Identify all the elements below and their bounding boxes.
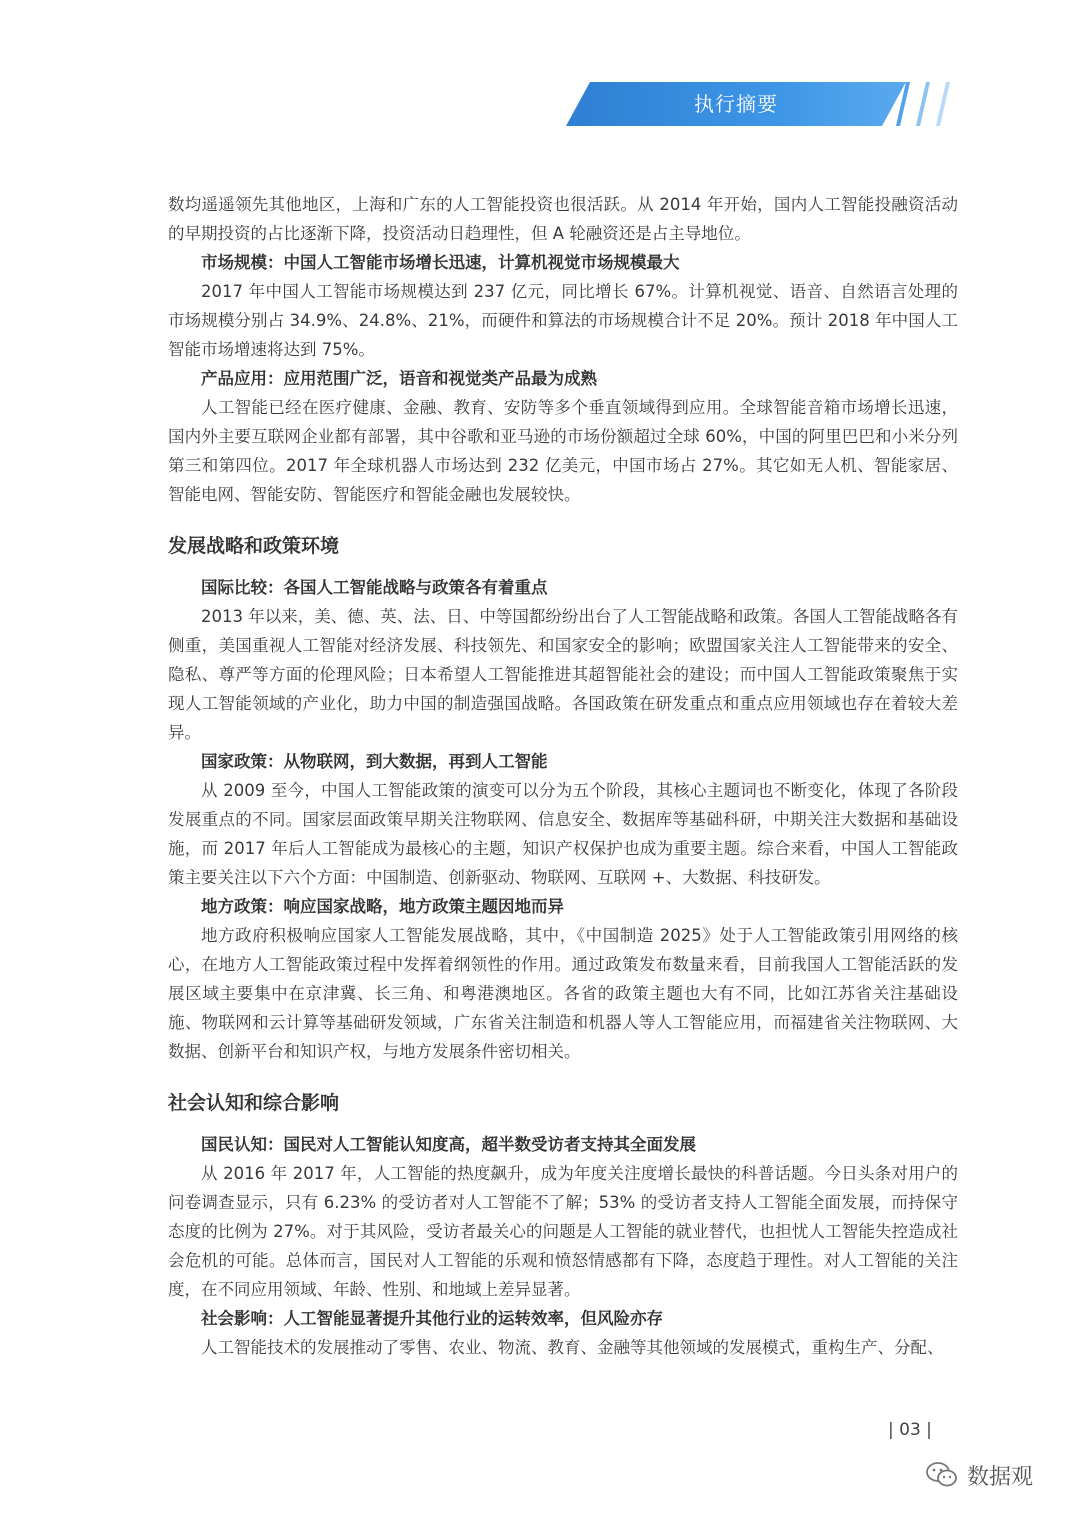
subheading: 产品应用：应用范围广泛，语音和视觉类产品最为成熟	[201, 369, 597, 388]
section-heading: 社会认知和综合影响	[168, 1092, 340, 1114]
paragraph: 2017 年中国人工智能市场规模达到 237 亿元，同比增长 67%。计算机视觉、语音、自然语言处理的市场规模分别占 34.9%、24.8%、21%，而硬件和算法的市场规模合计不足 20%。预计 2018 年中国人工智能市场增速将达到 75%。	[168, 282, 958, 359]
wechat-icon	[925, 1460, 959, 1490]
subheading: 社会影响：人工智能显著提升其他行业的运转效率，但风险亦存	[201, 1309, 663, 1328]
page-number: | 03 |	[888, 1420, 932, 1440]
page-title: 执行摘要	[694, 92, 778, 116]
paragraph: 地方政府积极响应国家人工智能发展战略，其中，《中国制造 2025》处于人工智能政策引用网络的核心，在地方人工智能政策过程中发挥着纲领性的作用。通过政策发布数量来看，目前我国人工智能活跃的发展区域主要集中在京津冀、长三角、和粤港澳地区。各省的政策主题也大有不同，比如江苏省关注基础设施、物联网和云计算等基础研发领域，广东省关注制造和机器人等人工智能应用，而福建省关注物联网、大数据、创新平台和知识产权，与地方发展条件密切相关。	[168, 926, 958, 1061]
subheading: 国家政策：从物联网，到大数据，再到人工智能	[201, 752, 548, 771]
banner-stripe	[936, 82, 950, 126]
banner-stripe	[916, 82, 930, 126]
paragraph: 2013 年以来，美、德、英、法、日、中等国都纷纷出台了人工智能战略和政策。各国人工智能战略各有侧重，美国重视人工智能对经济发展、科技领先、和国家安全的影响；欧盟国家关注人工智能带来的安全、隐私、尊严等方面的伦理风险；日本希望人工智能推进其超智能社会的建设；而中国人工智能政策聚焦于实现人工智能领域的产业化，助力中国的制造强国战略。各国政策在研发重点和重点应用领域也存在着较大差异。	[168, 607, 958, 742]
document-body	[168, 190, 958, 1362]
paragraph: 人工智能已经在医疗健康、金融、教育、安防等多个垂直领域得到应用。全球智能音箱市场增长迅速，国内外主要互联网企业都有部署，其中谷歌和亚马逊的市场份额超过全球 60%，中国的阿里巴巴和小米分列第三和第四位。2017 年全球机器人市场达到 232 亿美元，中国市场占 27%。其它如无人机、智能家居、智能电网、智能安防、智能医疗和智能金融也发展较快。	[168, 398, 958, 504]
subheading: 国际比较：各国人工智能战略与政策各有着重点	[201, 578, 548, 597]
subheading: 国民认知：国民对人工智能认知度高，超半数受访者支持其全面发展	[201, 1135, 696, 1154]
section-heading: 发展战略和政策环境	[168, 535, 340, 557]
watermark	[925, 1455, 1033, 1495]
paragraph: 数均遥遥领先其他地区，上海和广东的人工智能投资也很活跃。从 2014 年开始，国内人工智能投融资活动的早期投资的占比逐渐下降，投资活动日趋理性，但 A 轮融资还是占主导地位。	[168, 195, 958, 243]
subheading: 市场规模：中国人工智能市场增长迅速，计算机视觉市场规模最大	[201, 253, 680, 272]
paragraph: 从 2009 至今，中国人工智能政策的演变可以分为五个阶段，其核心主题词也不断变化，体现了各阶段发展重点的不同。国家层面政策早期关注物联网、信息安全、数据库等基础科研，中期关注大数据和基础设施，而 2017 年后人工智能成为最核心的主题，知识产权保护也成为重要主题。综合来看，中国人工智能政策主要关注以下六个方面：中国制造、创新驱动、物联网、互联网 +、大数据、科技研发。	[168, 781, 958, 887]
paragraph: 从 2016 年 2017 年，人工智能的热度飙升，成为年度关注度增长最快的科普话题。今日头条对用户的问卷调查显示，只有 6.23% 的受访者对人工智能不了解；53% 的受访者支持人工智能全面发展，而持保守态度的比例为 27%。对于其风险，受访者最关心的问题是人工智能的就业替代，也担忧人工智能失控造成社会危机的可能。总体而言，国民对人工智能的乐观和愤怒情感都有下降，态度趋于理性。对人工智能的关注度，在不同应用领域、年龄、性别、和地域上差异显著。	[168, 1164, 958, 1299]
subheading: 地方政策：响应国家战略，地方政策主题因地而异	[201, 897, 564, 916]
watermark-text: 数据观	[967, 1464, 1034, 1490]
header-banner	[566, 82, 966, 126]
paragraph: 人工智能技术的发展推动了零售、农业、物流、教育、金融等其他领域的发展模式，重构生产、分配、	[201, 1338, 944, 1357]
